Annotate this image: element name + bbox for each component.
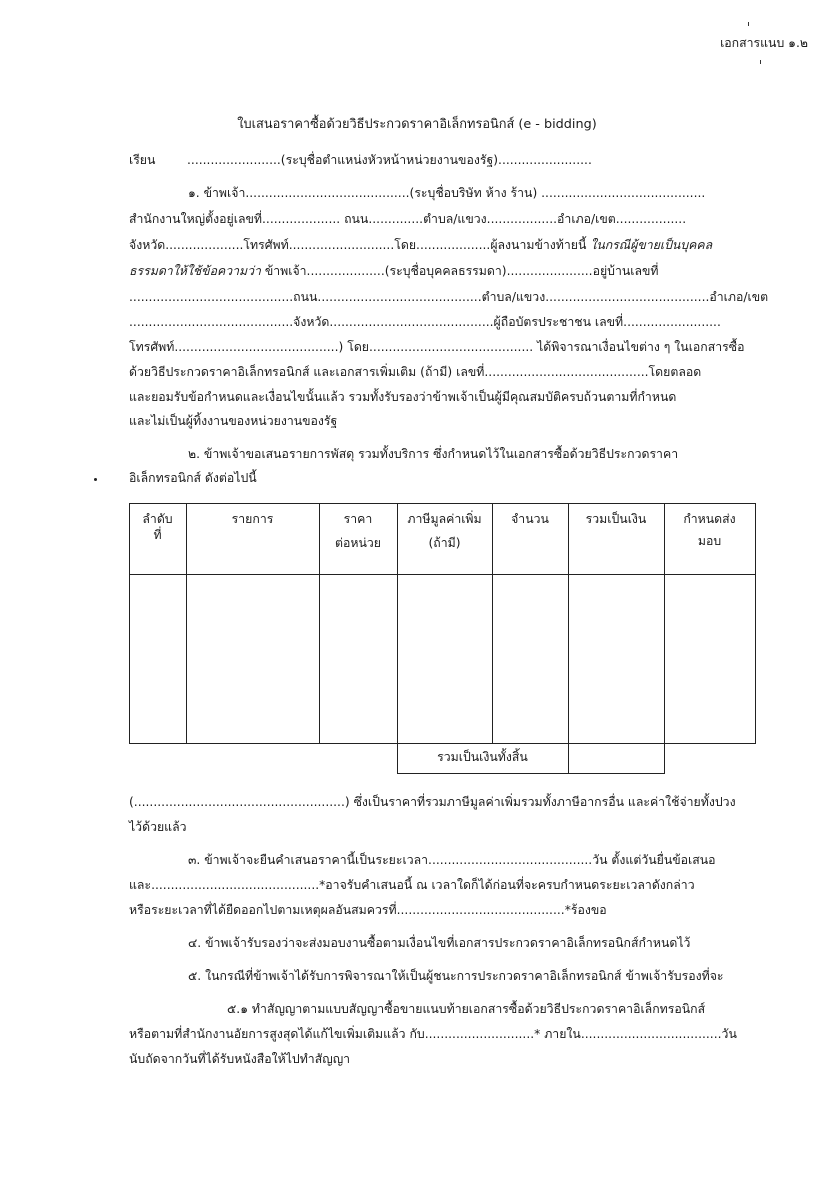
table-border xyxy=(492,503,493,744)
table-border xyxy=(568,503,569,774)
header-item xyxy=(186,511,319,527)
scan-mark xyxy=(760,60,761,64)
section5-1-line-1: ๕.๑ ทำสัญญาตามแบบสัญญาซื้อขายแนบท้ายเอกสารซื้อด้วยวิธีประกวดราคาอิเล็กทรอนิกส์ xyxy=(227,1002,706,1016)
section3-line-1: ๓. ข้าพเจ้าจะยืนคำเสนอราคานี้เป็นระยะเวลา..........................................วัน ตั้งแต่วันยื่นข้อเสนอ xyxy=(188,853,716,867)
section1-line-2: สำนักงานใหญ่ตั้งอยู่เลขที่.................... ถนน..............ตำบล/แขวง..................อำเภอ/เขต.................. xyxy=(129,212,687,226)
salutation-field: ........................(ระบุชื่อตำแหน่งหัวหน้าหน่วยงานของรัฐ)........................ xyxy=(187,153,592,167)
salutation-label: เรียน xyxy=(129,153,156,167)
section1-line-6: ..........................................จังหวัด..........................................ผู้ถือบัตรประชาชน เลขที่......................... xyxy=(129,315,721,329)
header-quantity xyxy=(492,511,568,527)
price-table xyxy=(129,503,756,774)
section1-line-8: ด้วยวิธีประกวดราคาอิเล็กทรอนิกส์ และเอกสารเพิ่มเติม (ถ้ามี) เลขที่..........................................โดยตลอด xyxy=(129,365,702,379)
section5-line: ๕. ในกรณีที่ข้าพเจ้าได้รับการพิจารณาให้เป็นผู้ชนะการประกวดราคาอิเล็กทรอนิกส์ ข้าพเจ้ารับรองที่จะ xyxy=(188,969,724,983)
header-quantity-l1: จำนวน xyxy=(511,512,549,526)
section1-line-9: และยอมรับข้อกำหนดและเงื่อนไขนั้นแล้ว รวมทั้งรับรองว่าข้าพเจ้าเป็นผู้มีคุณสมบัติครบถ้วนตามที่กำหนด xyxy=(129,390,677,404)
table-border xyxy=(755,503,756,744)
header-delivery-l1: กำหนดส่ง xyxy=(683,512,736,526)
section1-line-4 xyxy=(129,263,659,279)
header-delivery xyxy=(664,511,755,549)
header-total xyxy=(568,511,664,527)
header-item-l1: รายการ xyxy=(231,512,274,526)
header-seq xyxy=(129,511,186,543)
header-vat-l2: (ถ้ามี) xyxy=(428,536,461,550)
table-border xyxy=(397,773,665,774)
italic-note: ในกรณีผู้ขายเป็นบุคคล xyxy=(590,238,713,252)
header-vat-l1: ภาษีมูลค่าเพิ่ม xyxy=(407,512,482,526)
italic-note-cont: ธรรมดาให้ใช้ข้อความว่า xyxy=(129,264,261,278)
header-seq-l1: ลำดับ xyxy=(142,512,173,526)
amount-line-2: ไว้ด้วยแล้ว xyxy=(129,820,187,834)
section3-line-2: และ...........................................*อาจรับคำเสนอนี้ ณ เวลาใดก็ได้ก่อนที่จะครบกำหนดระยะเวลาดังกล่าว xyxy=(129,878,695,892)
header-delivery-l2: มอบ xyxy=(697,534,722,548)
document-title: ใบเสนอราคาซื้อด้วยวิธีประกวดราคาอิเล็กทรอนิกส์ (e - bidding) xyxy=(237,117,597,132)
section1-line-4-text: ข้าพเจ้า....................(ระบุชื่อบุคคลธรรมดา)......................อยู่บ้านเลขที่ xyxy=(260,264,659,278)
header-seq-l2: ที่ xyxy=(153,528,162,542)
section4-line: ๔. ข้าพเจ้ารับรองว่าจะส่งมอบงานซื้อตามเงื่อนไขที่เอกสารประกวดราคาอิเล็กทรอนิกส์กำหนดไว้ xyxy=(188,936,691,950)
table-border xyxy=(129,743,756,744)
header-unit-price-l1: ราคา xyxy=(343,512,373,526)
header-vat xyxy=(397,511,492,551)
header-total-l1: รวมเป็นเงิน xyxy=(585,512,647,526)
section1-line-10: และไม่เป็นผู้ทิ้งงานของหน่วยงานของรัฐ xyxy=(129,414,338,428)
section5-1-line-2: หรือตามที่สำนักงานอัยการสูงสุดได้แก้ไขเพิ่มเติมแล้ว กับ............................* ภายใน....................................วัน xyxy=(129,1027,737,1041)
section1-line-1: ๑. ข้าพเจ้า..........................................(ระบุชื่อบริษัท ห้าง ร้าน) .......................................... xyxy=(188,186,706,200)
header-unit-price-l2: ต่อหน่วย xyxy=(335,536,381,550)
section5-1-line-3: นับถัดจากวันที่ได้รับหนังสือให้ไปทำสัญญา xyxy=(129,1052,351,1066)
section2-line-1: ๒. ข้าพเจ้าขอเสนอรายการพัสดุ รวมทั้งบริการ ซึ่งกำหนดไว้ในเอกสารซื้อด้วยวิธีประกวดราคา xyxy=(188,447,679,461)
section2-line-2: อิเล็กทรอนิกส์ ดังต่อไปนี้ xyxy=(129,471,257,485)
table-border xyxy=(129,574,756,575)
attachment-label: เอกสารแนบ ๑.๒ xyxy=(720,36,808,50)
section1-line-7: โทรศัพท์..........................................) โดย.......................................... ได้พิจารณาเงื่อนไขต่าง ๆ ในเอกสารซื้อ xyxy=(129,340,745,354)
header-unit-price xyxy=(319,511,397,551)
scan-speck xyxy=(94,478,97,481)
section3-line-3: หรือระยะเวลาที่ได้ยืดออกไปตามเหตุผลอันสมควรที่...........................................*ร้องขอ xyxy=(129,903,607,917)
amount-line-1: (......................................................) ซึ่งเป็นราคาที่รวมภาษีมูลค่าเพิ่มรวมทั้งภาษีอากรอื่น และค่าใช้จ่ายทั้งปวง xyxy=(129,795,736,809)
section1-line-3-text: จังหวัด....................โทรศัพท์...........................โดย...................ผู้ลงนามข้างท้ายนี้ xyxy=(129,238,591,252)
grand-total-label: รวมเป็นเงินทั้งสิ้น xyxy=(437,750,528,764)
table-border xyxy=(186,503,187,744)
section1-line-3 xyxy=(129,237,712,253)
scan-mark xyxy=(748,22,749,26)
table-border xyxy=(129,503,756,504)
section1-line-5: ..........................................ถนน..........................................ตำบล/แขวง..........................................อำเภอ/เขต xyxy=(129,290,769,304)
